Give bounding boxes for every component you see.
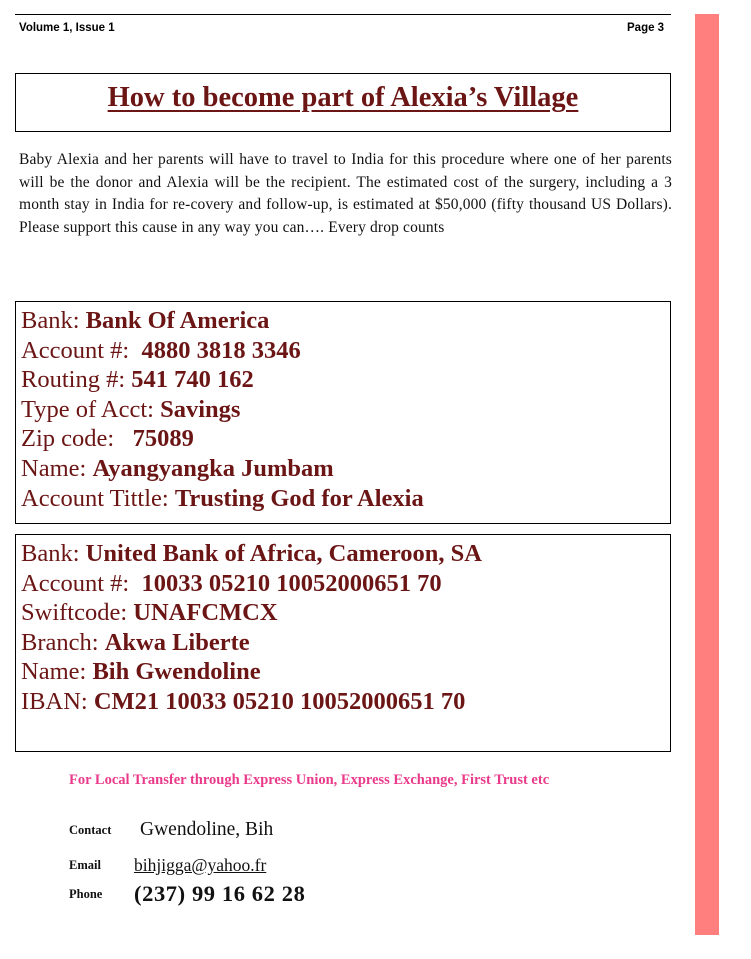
bank2-line-value: UNAFCMCX xyxy=(133,599,278,627)
phone-number: (237) 99 16 62 28 xyxy=(134,881,306,906)
bank1-line xyxy=(21,365,424,395)
bank1-line-label: Routing #: xyxy=(21,366,132,394)
bank-of-america-box xyxy=(15,301,671,524)
bank1-line-value: 75089 xyxy=(132,425,194,453)
issue-label: Volume 1, Issue 1 xyxy=(19,22,115,34)
bank1-line-value: 541 740 162 xyxy=(131,366,254,394)
local-transfer-note: For Local Transfer through Express Union, Express Exchange, First Trust etc xyxy=(69,772,550,788)
bank1-line xyxy=(21,484,424,514)
intro-paragraph: Baby Alexia and her parents will have to travel to India for this procedure where one of her parents will be the donor and Alexia will be the recipient. The estimated cost of the surgery, including a 3 month stay in India for re-covery and follow-up, is estimated at $50,000 (fifty thousand US Dollars). Please support this cause in any way you can…. Every drop counts xyxy=(19,151,672,236)
bank1-line xyxy=(21,306,424,336)
page-number: Page 3 xyxy=(627,22,665,34)
title-box xyxy=(15,73,671,132)
bank2-line-label: Branch: xyxy=(21,628,105,656)
bank2-line-label: IBAN: xyxy=(21,687,94,715)
bank2-line xyxy=(21,598,482,628)
bank2-line xyxy=(21,539,482,569)
contact-name: Gwendoline, Bih xyxy=(140,819,274,840)
bank1-line xyxy=(21,424,424,454)
bank2-line-label: Swiftcode: xyxy=(21,599,134,627)
bank2-line xyxy=(21,628,482,658)
bank2-line-value: Bih Gwendoline xyxy=(92,658,261,686)
contact-label: Contact xyxy=(69,823,112,837)
bank2-line-label: Account #: xyxy=(21,569,142,597)
bank2-line-label: Name: xyxy=(21,658,93,686)
bank2-line xyxy=(21,687,482,717)
bank1-line-label: Name: xyxy=(21,454,93,482)
bank2-line xyxy=(21,569,482,599)
page-title: How to become part of Alexia’s Village xyxy=(107,82,579,113)
bank1-line-value: Savings xyxy=(160,395,241,423)
bank1-line-label: Account #: xyxy=(21,336,142,364)
uba-bank-box xyxy=(15,534,671,752)
bank2-line-value: CM21 10033 05210 10052000651 70 xyxy=(93,687,466,715)
email-label: Email xyxy=(69,858,101,872)
header-rule xyxy=(15,14,671,15)
bank1-line-value: Bank Of America xyxy=(85,307,270,334)
phone-label: Phone xyxy=(69,887,103,901)
bank1-line xyxy=(21,454,424,484)
bank1-line-label: Bank: xyxy=(21,307,86,334)
bank1-line-label: Account Tittle: xyxy=(21,484,175,512)
bank2-line-label: Bank: xyxy=(21,540,86,567)
bank1-line-value: Ayangyangka Jumbam xyxy=(92,454,334,482)
bank2-line-value: Akwa Liberte xyxy=(104,628,250,656)
bank1-line-label: Zip code: xyxy=(21,425,133,453)
bank1-line-value: Trusting God for Alexia xyxy=(174,484,424,512)
bank1-line-value: 4880 3818 3346 xyxy=(141,336,301,364)
accent-sidebar xyxy=(695,14,719,935)
bank1-line xyxy=(21,336,424,366)
email-link[interactable]: bihjigga@yahoo.fr xyxy=(134,855,267,875)
bank1-line-label: Type of Acct: xyxy=(21,395,161,423)
bank2-line-value: United Bank of Africa, Cameroon, SA xyxy=(85,540,482,567)
bank2-line-value: 10033 05210 10052000651 70 xyxy=(141,569,442,597)
bank2-line xyxy=(21,657,482,687)
bank1-line xyxy=(21,395,424,425)
